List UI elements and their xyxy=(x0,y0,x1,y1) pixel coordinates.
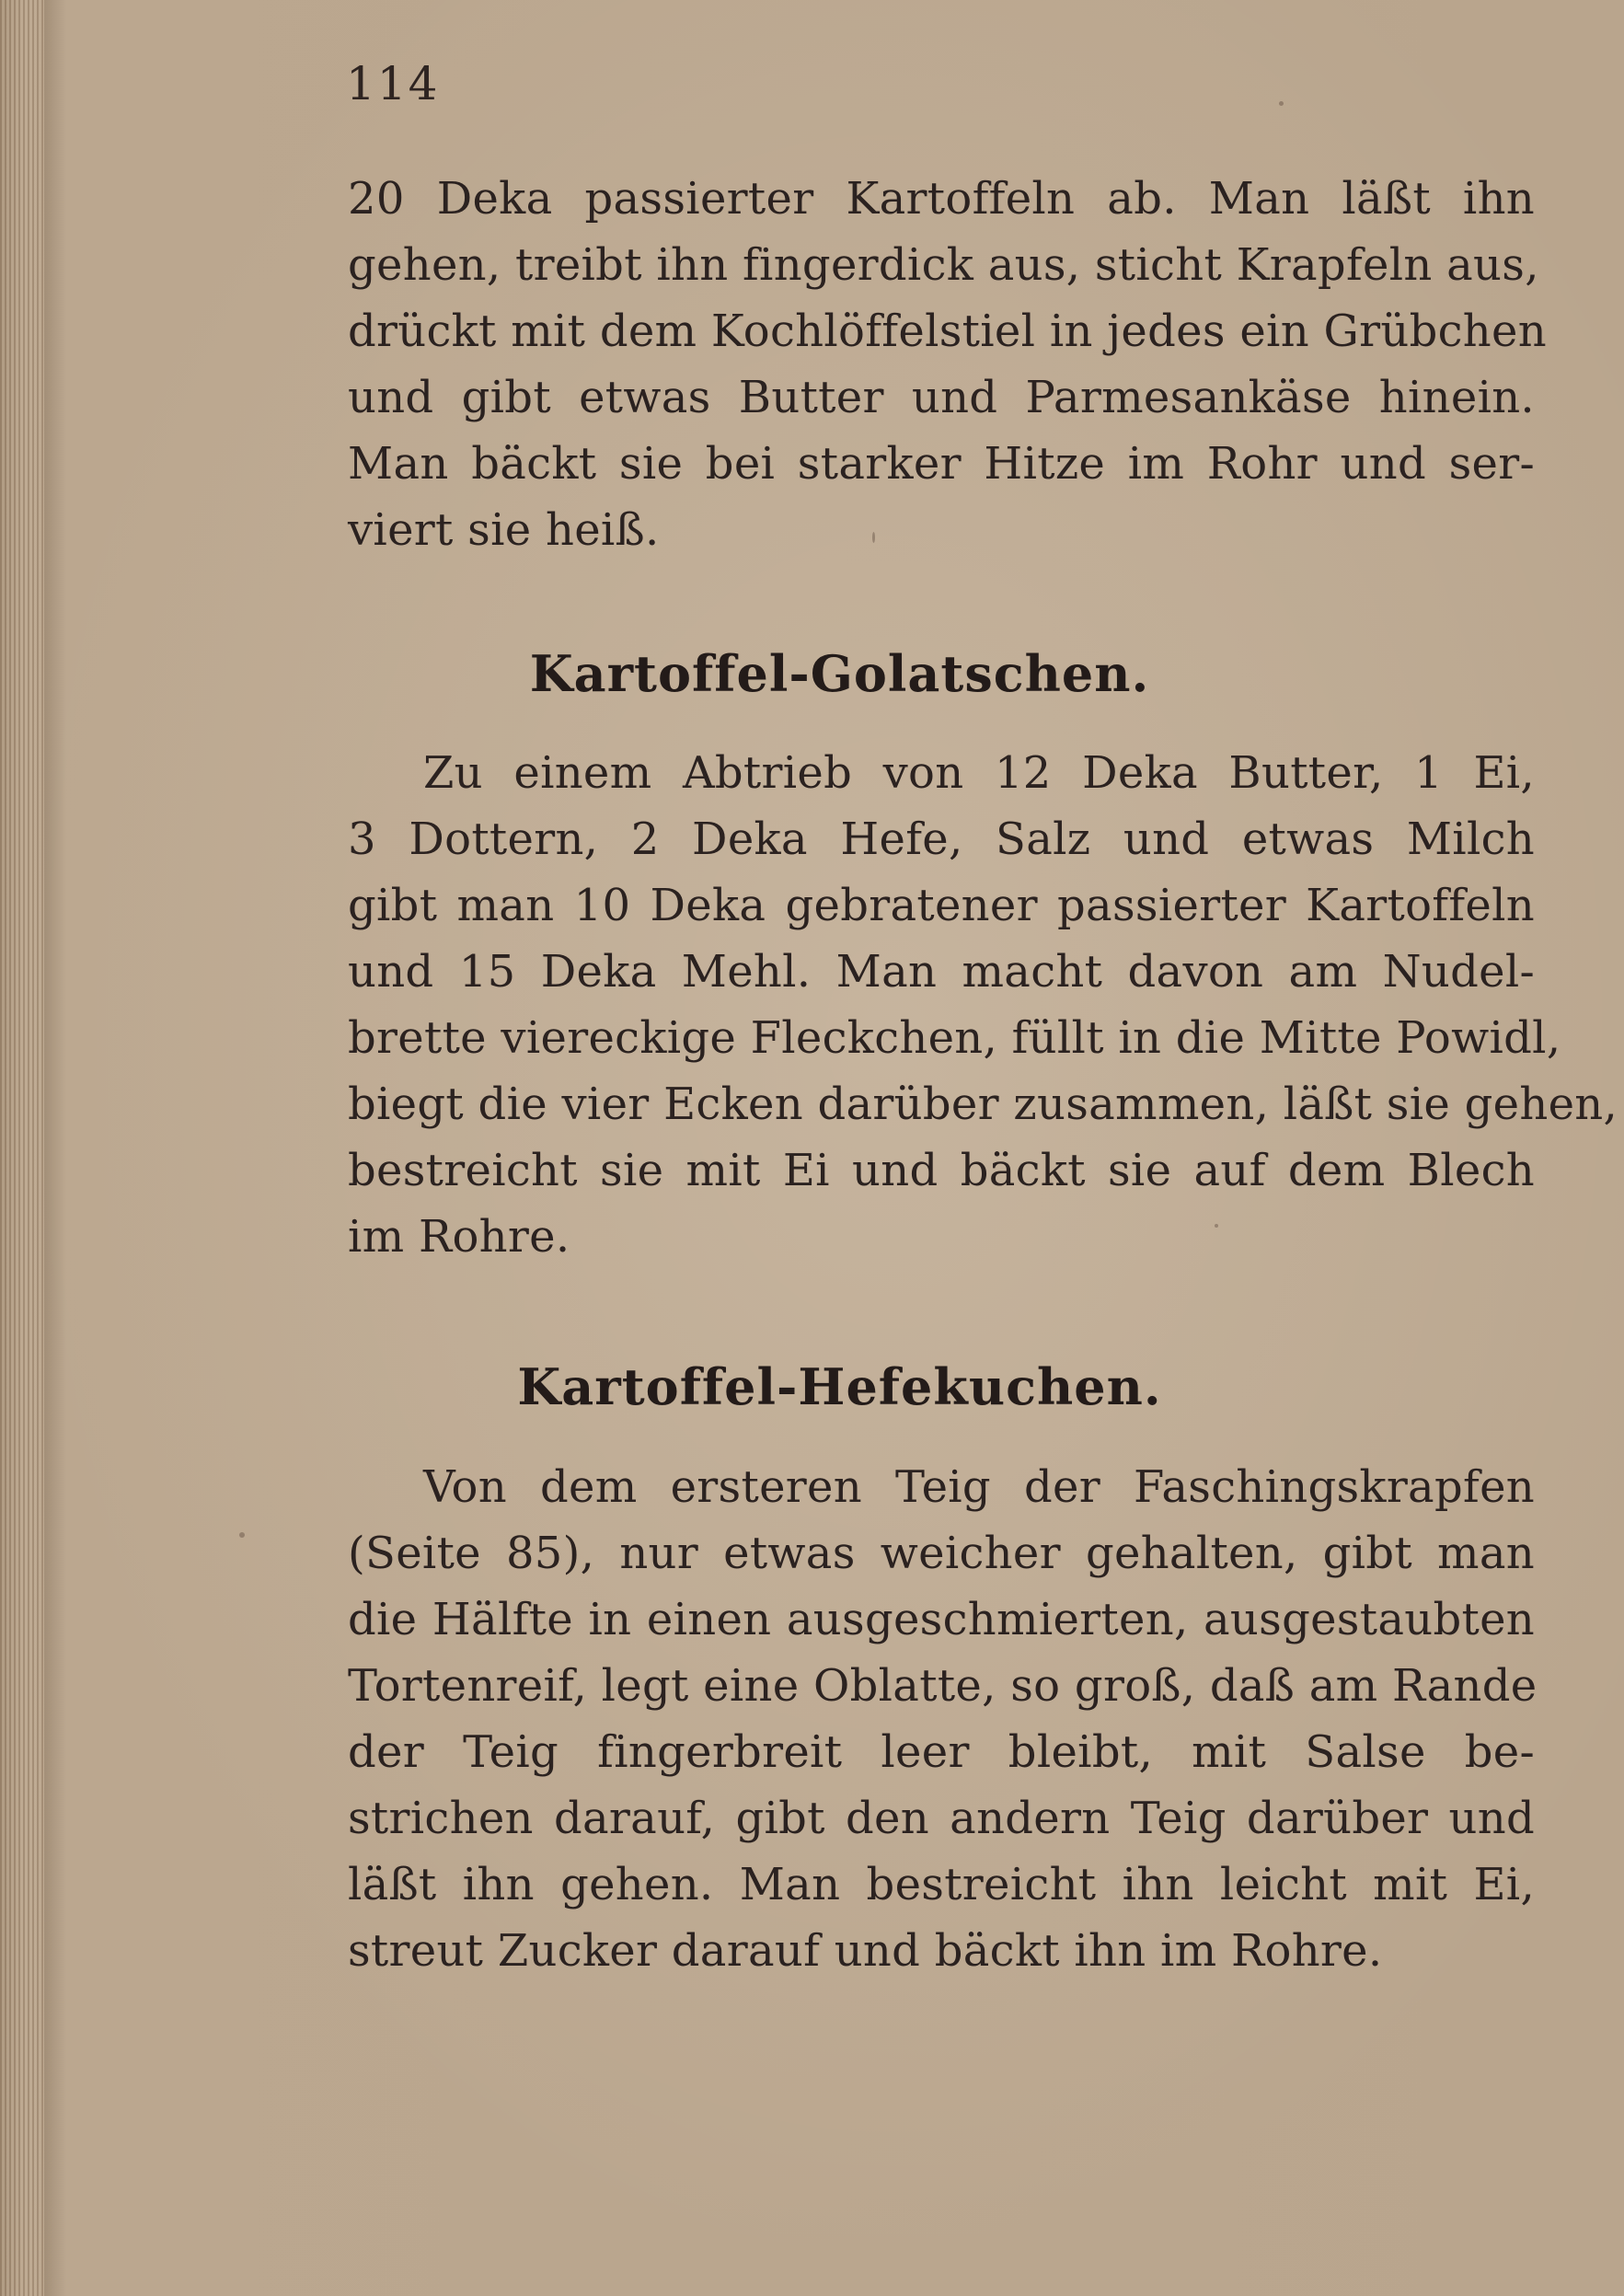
text-line: drückt mit dem Kochlöffelstiel in jedes ein Grübchen xyxy=(348,306,1547,357)
recipe-paragraph-hefekuchen xyxy=(348,1454,1538,1984)
text-line: Zu einem Abtrieb von 12 Deka Butter, 1 Ei, xyxy=(423,747,1535,799)
text-line: Tortenreif, legt eine Oblatte, so groß, daß am Rande xyxy=(348,1660,1538,1712)
text-line: 3 Dottern, 2 Deka Hefe, Salz und etwas Milch xyxy=(348,813,1535,865)
text-line: der Teig fingerbreit leer bleibt, mit Salse be- xyxy=(348,1726,1535,1778)
paper-speck xyxy=(239,1532,245,1538)
binding-shadow xyxy=(44,0,66,2296)
text-line: gibt man 10 Deka gebratener passierter Kartoffeln xyxy=(348,880,1535,931)
recipe-paragraph-golatschen xyxy=(348,740,1618,1270)
text-line: bestreicht sie mit Ei und bäckt sie auf dem Blech xyxy=(348,1145,1535,1196)
text-line: (Seite 85), nur etwas weicher gehalten, gibt man xyxy=(348,1528,1535,1579)
page-number: 114 xyxy=(346,57,440,110)
text-line: gehen, treibt ihn fingerdick aus, sticht Krapfeln aus, xyxy=(348,239,1539,291)
text-line: brette viereckige Fleckchen, füllt in die Mitte Powidl, xyxy=(348,1012,1561,1064)
paper-speck xyxy=(872,532,875,543)
text-line: biegt die vier Ecken darüber zusammen, läßt sie gehen, xyxy=(348,1079,1618,1130)
text-line: und 15 Deka Mehl. Man macht davon am Nudel- xyxy=(348,946,1535,998)
text-line: im Rohre. xyxy=(348,1211,570,1263)
text-line: Man bäckt sie bei starker Hitze im Rohr und ser- xyxy=(348,438,1535,490)
recipe-heading-golatschen: Kartoffel-Golatschen. xyxy=(529,644,1150,703)
paper-speck xyxy=(1279,101,1284,106)
text-line: Von dem ersteren Teig der Faschingskrapfen xyxy=(423,1461,1535,1513)
text-line: streut Zucker darauf und bäckt ihn im Rohre. xyxy=(348,1925,1383,1977)
recipe-heading-hefekuchen: Kartoffel-Hefekuchen. xyxy=(517,1357,1162,1416)
text-line: strichen darauf, gibt den andern Teig darüber und xyxy=(348,1793,1535,1844)
book-binding-edge xyxy=(0,0,44,2296)
text-line: die Hälfte in einen ausgeschmierten, ausgestaubten xyxy=(348,1594,1535,1645)
text-line: 20 Deka passierter Kartoffeln ab. Man läßt ihn xyxy=(348,173,1535,225)
text-line: und gibt etwas Butter und Parmesankäse hinein. xyxy=(348,372,1535,423)
paper-speck xyxy=(1215,1224,1218,1228)
text-line: läßt ihn gehen. Man bestreicht ihn leicht mit Ei, xyxy=(348,1859,1535,1910)
text-line: viert sie heiß. xyxy=(348,504,660,556)
continuation-paragraph xyxy=(348,166,1547,563)
